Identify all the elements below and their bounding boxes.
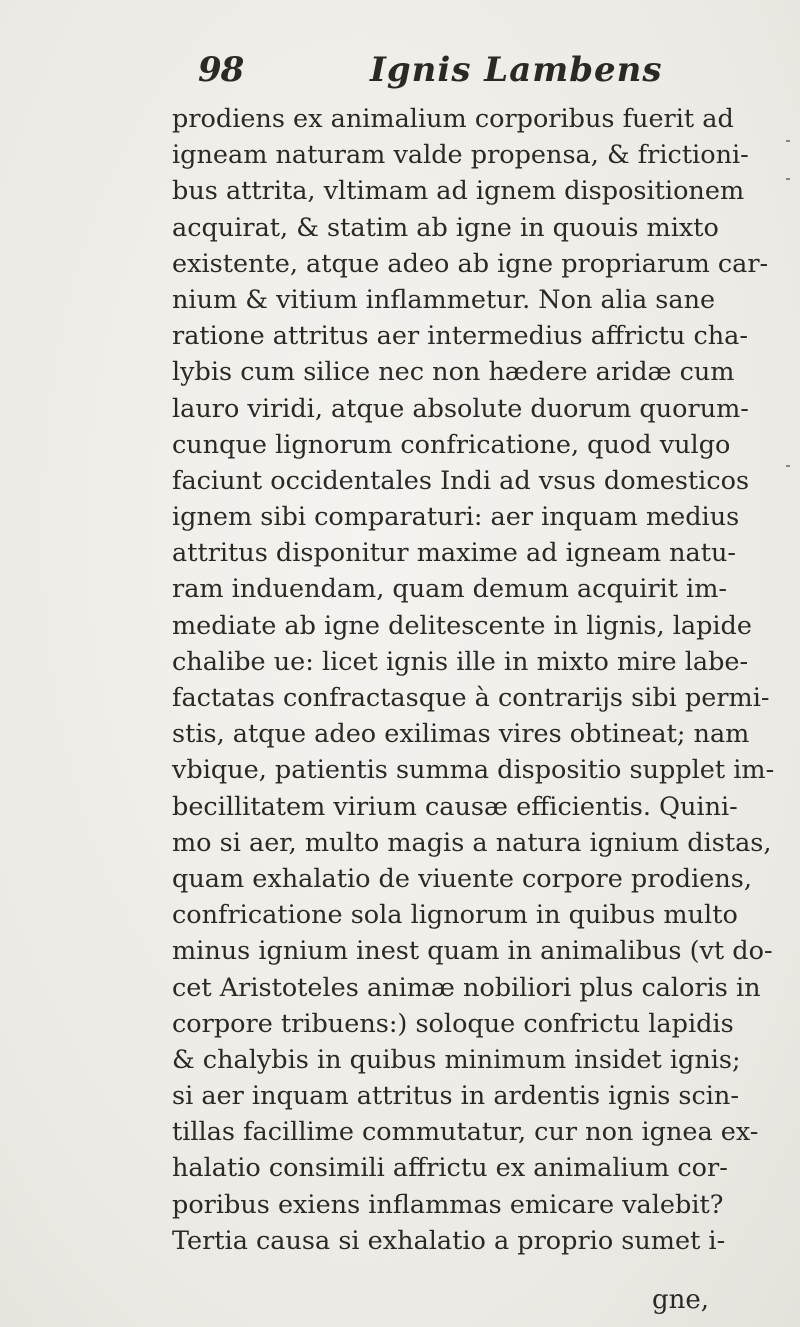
- text-line: mediate ab igne delitescente in lignis, lapide: [172, 610, 752, 641]
- text-line: ignem sibi comparaturi: aer inquam medius: [172, 502, 740, 533]
- text-line: nium & vitium inflammetur. Non alia sane: [172, 284, 716, 315]
- text-line: igneam naturam valde propensa, & frictioni-: [172, 140, 749, 171]
- text-line: becillitatem virium causæ efficientis. Quini-: [172, 791, 738, 822]
- text-line: attritus disponitur maxime ad igneam natu-: [172, 538, 737, 569]
- text-line: lybis cum silice nec non hædere aridæ cum: [172, 357, 735, 388]
- text-line: bus attrita, vltimam ad ignem dispositionem: [172, 176, 745, 207]
- text-line: cet Aristoteles animæ nobiliori plus caloris in: [172, 972, 761, 1003]
- text-line: si aer inquam attritus in ardentis ignis scin-: [172, 1081, 739, 1112]
- text-line: cunque lignorum confricatione, quod vulgo: [172, 429, 731, 460]
- text-line: confricatione sola lignorum in quibus multo: [172, 900, 738, 931]
- text-line: Tertia causa si exhalatio a proprio sumet i-: [172, 1225, 726, 1256]
- body-text: [172, 101, 800, 1259]
- text-line: ratione attritus aer intermedius affrictu cha-: [172, 321, 748, 352]
- page-number: 98: [198, 50, 244, 90]
- text-line: ram induendam, quam demum acquirit im-: [172, 574, 728, 605]
- text-line: corpore tribuens:) soloque confrictu lapidis: [172, 1008, 734, 1039]
- catchword: gne,: [652, 1285, 710, 1315]
- text-line: acquirat, & statim ab igne in quouis mixto: [172, 212, 719, 243]
- text-line: vbique, patientis summa dispositio supplet im-: [172, 755, 775, 786]
- margin-mark: [786, 178, 790, 180]
- text-line: prodiens ex animalium corporibus fuerit ad: [172, 104, 734, 134]
- text-line: existente, atque adeo ab igne propriarum car-: [172, 248, 769, 279]
- text-line: lauro viridi, atque absolute duorum quorum-: [172, 393, 749, 424]
- text-line: & chalybis in quibus minimum insidet ignis;: [172, 1044, 741, 1075]
- page-header: [0, 50, 800, 100]
- margin-mark: [786, 465, 790, 467]
- text-line: chalibe ue: licet ignis ille in mixto mire labe-: [172, 646, 749, 677]
- text-line: faciunt occidentales Indi ad vsus domesticos: [172, 465, 750, 496]
- text-line: mo si aer, multo magis a natura ignium distas,: [172, 827, 772, 858]
- text-line: factatas confractasque à contrarijs sibi permi-: [172, 683, 770, 713]
- text-line: poribus exiens inflammas emicare valebit?: [172, 1189, 724, 1220]
- text-line: tillas facillime commutatur, cur non ignea ex-: [172, 1117, 759, 1148]
- text-line: quam exhalatio de viuente corpore prodiens,: [172, 863, 752, 894]
- margin-mark: [786, 140, 790, 142]
- text-line: halatio consimili affrictu ex animalium cor-: [172, 1153, 728, 1184]
- text-line: minus ignium inest quam in animalibus (vt do-: [172, 936, 773, 967]
- running-title: Ignis Lambens: [370, 50, 663, 90]
- text-line: stis, atque adeo exilimas vires obtineat; nam: [172, 719, 750, 750]
